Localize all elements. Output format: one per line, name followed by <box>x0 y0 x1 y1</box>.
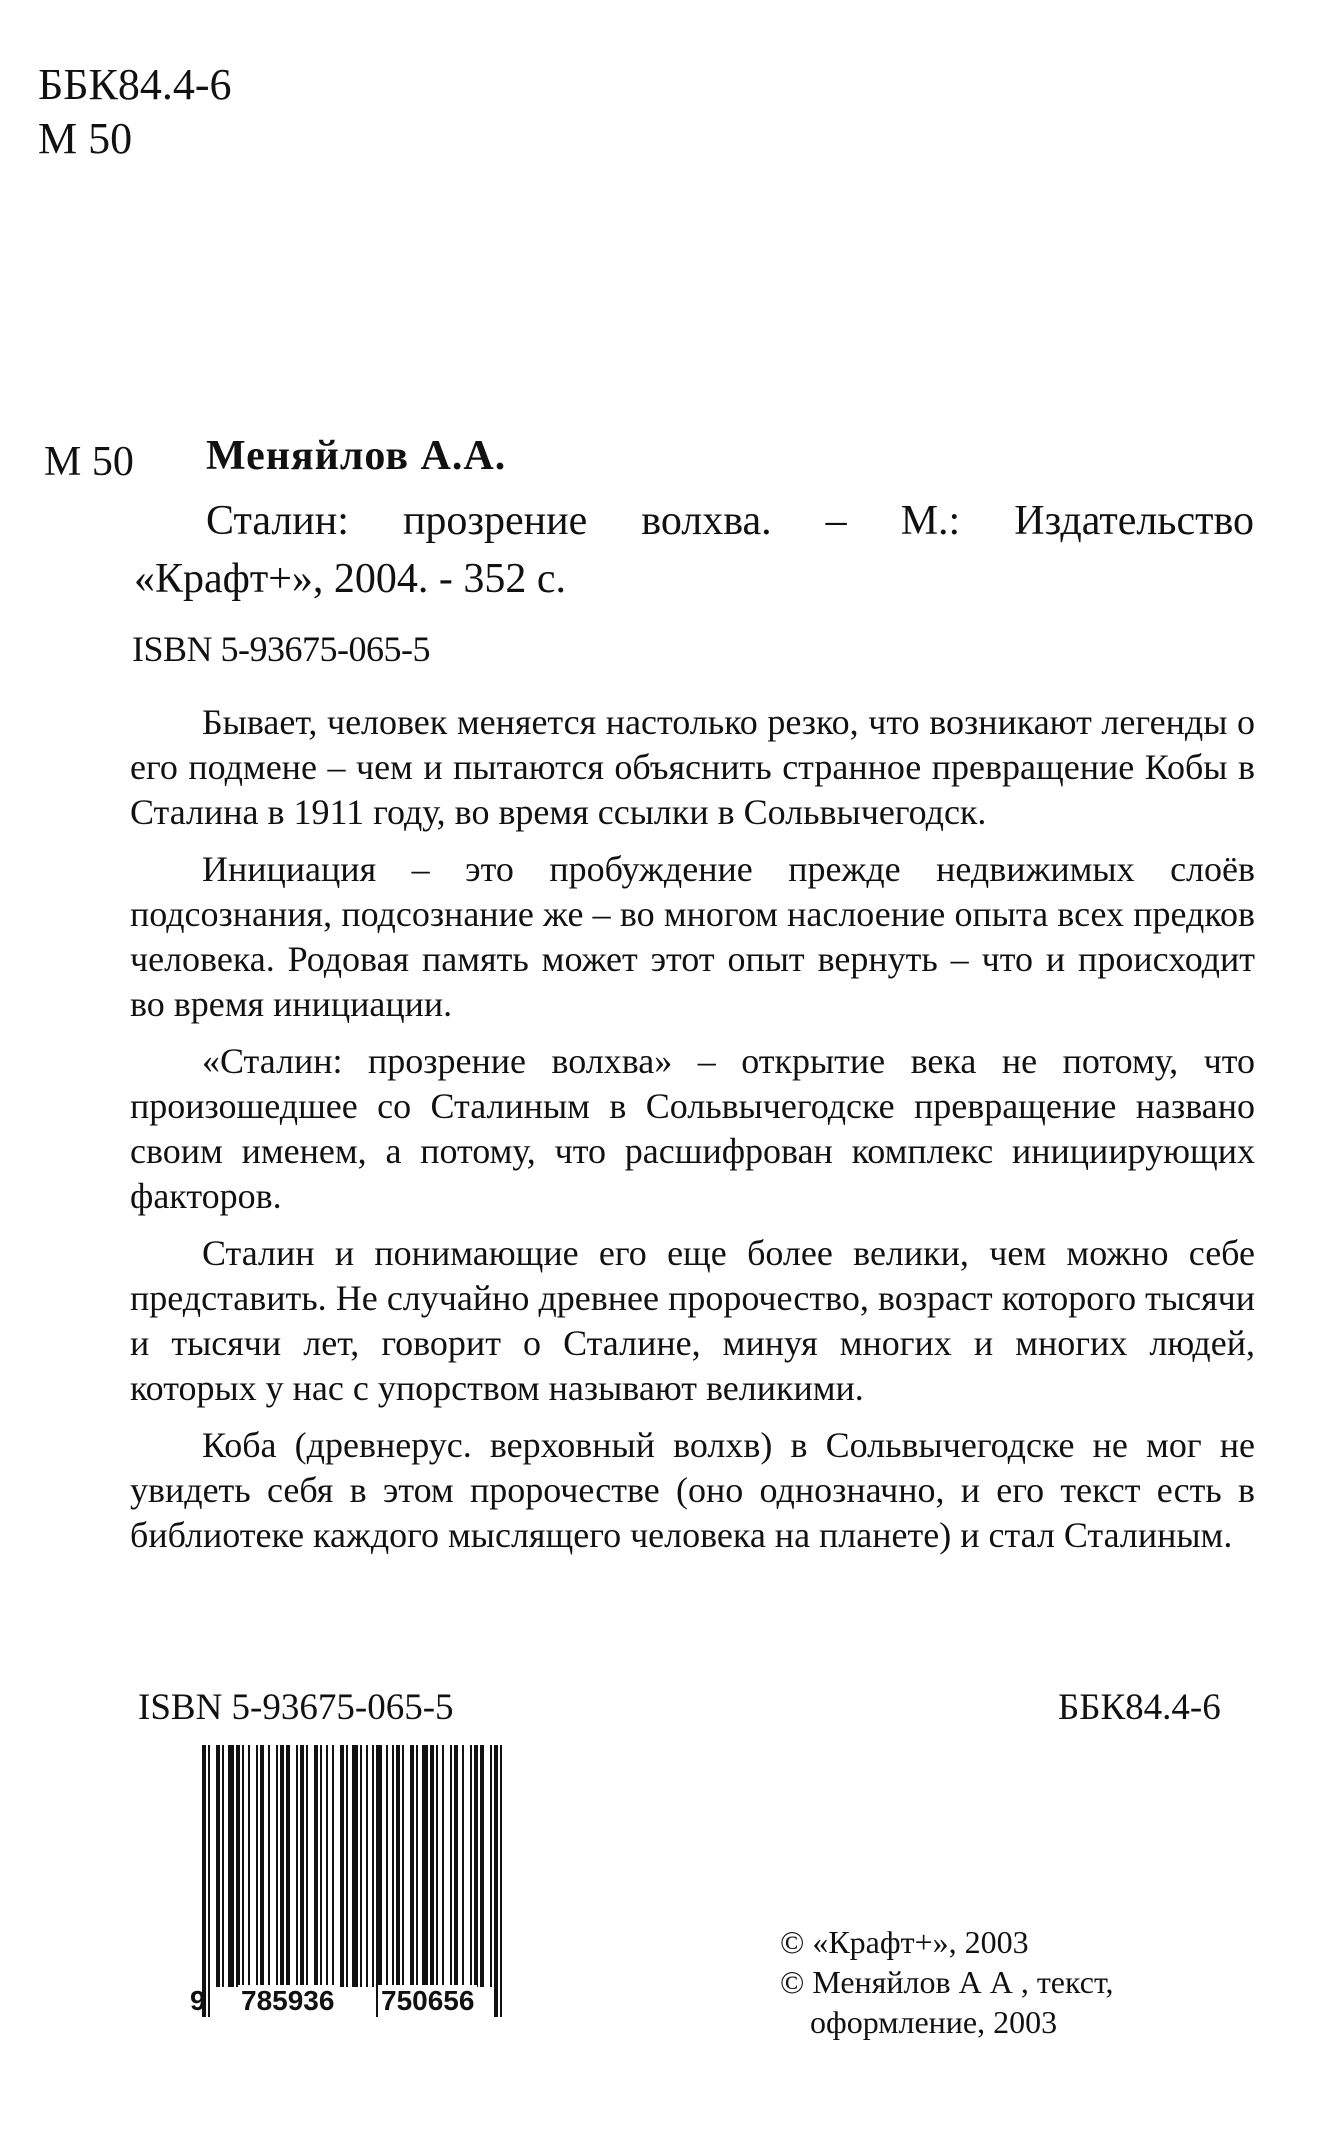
barcode-bar <box>480 1745 484 1987</box>
footer-bbk: ББК84.4-6 <box>1058 1687 1221 1728</box>
abstract-paragraph: «Сталин: прозрение волхва» – открытие века не потому, что произошедшее со Сталиным в Сольвычегодске превращение названо своим именем, а потому, что расшифрован комплекс инициирующих факторов. <box>130 1041 1255 1216</box>
reference-line-1: Сталин: прозрение волхва. – М.: Издательство <box>206 498 1254 544</box>
barcode-bar <box>436 1745 438 1987</box>
barcode-image <box>202 1745 502 2017</box>
header-bbk: ББК84.4-6 <box>38 60 232 109</box>
barcode-bar <box>376 1745 382 2017</box>
footer-isbn: ISBN 5-93675-065-5 <box>138 1687 454 1728</box>
barcode-bar <box>410 1745 414 1987</box>
author-name: Меняйлов А.А. <box>206 433 507 479</box>
copyright-design: оформление, 2003 <box>810 2004 1058 2040</box>
abstract-paragraph: Коба (древнерус. верховный волхв) в Сольвычегодске не мог не увидеть себя в этом пророчестве (оно однозначно, и его текст есть в библиотеке каждого мыслящего человека на планете) и стал Сталиным. <box>130 1425 1255 1555</box>
header-classification <box>38 58 232 166</box>
barcode-lead-digit: 9 <box>190 1985 206 2016</box>
barcode-bar <box>280 1745 284 1987</box>
barcode-bar <box>402 1745 404 1987</box>
header-code: М 50 <box>38 114 133 163</box>
barcode-bar <box>306 1745 308 1987</box>
barcode-group-1: 785936 <box>238 1985 337 2017</box>
barcode-bar <box>314 1745 318 1987</box>
barcode-bar <box>352 1745 358 1987</box>
barcode-bar <box>454 1745 458 1987</box>
entry-code: М 50 <box>44 439 134 485</box>
abstract-paragraph: Инициация – это пробуждение прежде недвижимых слоёв подсознания, подсознание же – во многом наслоение опыта всех предков человека. Родовая память может этот опыт вернуть – что и происходит во время инициации. <box>130 849 1255 1024</box>
abstract <box>130 700 1255 1570</box>
abstract-paragraph: Бывает, человек меняется настолько резко, что возникают легенды о его подмене – чем и пытаются объяснить странное превращение Кобы в Сталина в 1911 году, во время ссылки в Сольвычегодск. <box>130 702 1255 832</box>
barcode-bar <box>228 1745 234 1987</box>
barcode-bar <box>326 1745 328 1987</box>
barcode-bar <box>490 1745 492 1987</box>
barcode-bar <box>372 1745 374 1987</box>
barcode-bar <box>462 1745 464 1987</box>
barcode-bar <box>260 1745 264 1987</box>
barcode-bar <box>296 1745 298 1987</box>
copyright-publisher: © «Крафт+», 2003 <box>780 1924 1029 1960</box>
abstract-paragraph: Сталин и понимающие его еще более велики, чем можно себе представить. Не случайно древнее пророчество, возраст которого тысячи и тысячи лет, говорит о Сталине, минуя многих и многих людей, которых у нас с упорством называют великими. <box>130 1233 1255 1408</box>
barcode-bar <box>360 1745 362 1987</box>
barcode-bar <box>474 1745 478 1987</box>
barcode-bar <box>442 1745 444 1987</box>
barcode-bar <box>494 1745 498 2017</box>
barcode-bar <box>500 1745 502 2017</box>
barcode-bar <box>346 1745 348 1987</box>
barcode-bar <box>208 1745 210 2017</box>
barcode-bar <box>320 1745 322 1987</box>
barcode-bar <box>286 1745 290 1987</box>
barcode-bar <box>222 1745 224 1987</box>
barcode-bar <box>386 1745 388 2017</box>
barcode-bar <box>450 1745 452 1987</box>
barcode-bar <box>470 1745 472 1987</box>
barcode-bar <box>268 1745 270 1987</box>
barcode-bar <box>332 1745 334 1987</box>
bibliographic-reference <box>134 492 1254 608</box>
barcode-bar <box>416 1745 418 1987</box>
copyright-author: © Меняйлов А А , текст, <box>780 1964 1114 2000</box>
copyright-block <box>780 1922 1114 2042</box>
barcode-bar <box>242 1745 244 1987</box>
barcode-bar <box>236 1745 240 1987</box>
barcode-bar <box>422 1745 428 1987</box>
barcode-bar <box>392 1745 394 1987</box>
barcode-bar <box>216 1745 220 1987</box>
reference-line-2: «Крафт+», 2004. - 352 с. <box>134 556 567 602</box>
barcode-bar <box>248 1745 250 1987</box>
barcode-bar <box>396 1745 400 1987</box>
barcode-group-2: 750656 <box>378 1985 477 2017</box>
barcode-bar <box>300 1745 304 1987</box>
barcode-bar <box>430 1745 434 1987</box>
barcode-bar <box>276 1745 278 1987</box>
barcode-bar <box>366 1745 368 1987</box>
barcode-bar <box>256 1745 258 1987</box>
barcode-bar <box>202 1745 206 2017</box>
entry-isbn: ISBN 5-93675-065-5 <box>132 629 430 669</box>
barcode-bar <box>340 1745 344 1987</box>
